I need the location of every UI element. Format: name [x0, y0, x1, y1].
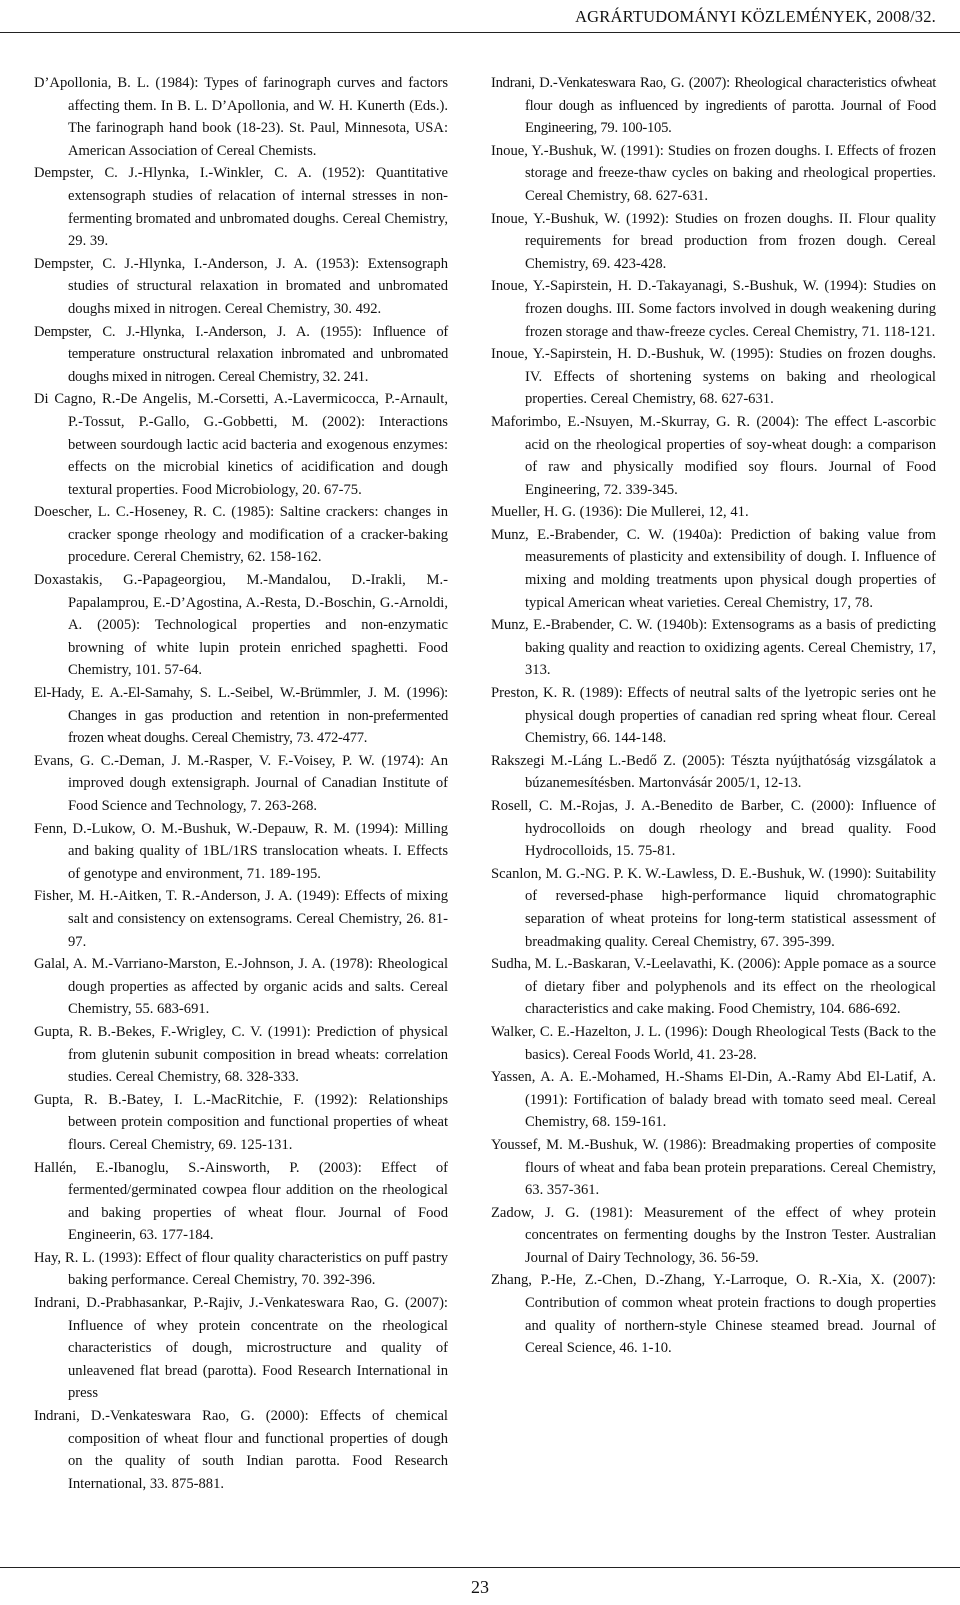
reference-entry: D’Apollonia, B. L. (1984): Types of farinograph curves and factors affecting them. In B. L. D’Apollonia, and W. H. Kunerth (Eds.). The farinograph hand book (18-23). St. Paul, Minnesota, USA: American Association of Cereal Chemists.: [34, 75, 448, 159]
reference-entry: Yassen, A. A. E.-Mohamed, H.-Shams El-Din, A.-Ramy Abd El-Latif, A. (1991): Fortification of balady bread with tomato seed meal. Cereal Chemistry, 68. 159-161.: [491, 1069, 936, 1131]
running-header: AGRÁRTUDOMÁNYI KÖZLEMÉNYEK, 2008/32.: [575, 7, 936, 26]
header-divider: [0, 32, 960, 33]
page-number: 23: [471, 1577, 489, 1597]
reference-entry: Gupta, R. B.-Batey, I. L.-MacRitchie, F. (1992): Relationships between protein composition and functional properties of wheat flours. Cereal Chemistry, 69. 125-131.: [34, 1091, 448, 1153]
reference-entry: Indrani, D.-Prabhasankar, P.-Rajiv, J.-Venkateswara Rao, G. (2007): Influence of whey protein concentrate on the rheological characteristics of dough, microstructure and quality of unleavened flat bread (parotta). Food Research International in press: [34, 1295, 448, 1402]
reference-entry: Munz, E.-Brabender, C. W. (1940a): Prediction of baking value from measurements of plasticity and extensibility of dough. I. Influence of mixing and molding treatments upon physical dough properties of typical American wheat varieties. Cereal Chemistry, 17, 78.: [491, 526, 936, 611]
reference-entry: Indrani, D.-Venkateswara Rao, G. (2007): Rheological characteristics ofwheat flour dough as influenced by ingredients of parotta. Journal of Food Engineering, 79. 100-105.: [491, 75, 936, 137]
reference-entry: Gupta, R. B.-Bekes, F.-Wrigley, C. V. (1991): Prediction of physical from glutenin subunit composition in bread wheats: correlation studies. Cereal Chemistry, 68. 328-333.: [34, 1023, 448, 1086]
reference-entry: Fenn, D.-Lukow, O. M.-Bushuk, W.-Depauw, R. M. (1994): Milling and baking quality of 1BL/1RS translocation wheats. I. Effects of genotype and environment, 71. 189-195.: [34, 820, 448, 882]
reference-entry: Maforimbo, E.-Nsuyen, M.-Skurray, G. R. (2004): The effect L-ascorbic acid on the rheological properties of soy-wheat dough: a comparison of raw and physically modified soy flours. Journal of Food Engineering, 72. 339-345.: [491, 413, 936, 498]
footer-divider: [0, 1567, 960, 1568]
reference-entry: Munz, E.-Brabender, C. W. (1940b): Extensograms as a basis of predicting baking quality and reaction to oxidizing agents. Cereal Chemistry, 17, 313.: [491, 617, 936, 679]
reference-entry: Di Cagno, R.-De Angelis, M.-Corsetti, A.-Lavermicocca, P.-Arnault, P.-Tossut, P.-Gallo, G.-Gobbetti, M. (2002): Interactions between sourdough lactic acid bacteria and exogenous enzymes: effects on the microbial kinetics of acidification and dough textural properties. Food Microbiology, 20. 67-75.: [34, 391, 448, 498]
reference-entry: Doescher, L. C.-Hoseney, R. C. (1985): Saltine crackers: changes in cracker sponge rheology and modification of a cracker-baking procedure. Cereral Chemistry, 62. 158-162.: [34, 504, 448, 566]
reference-entry: Galal, A. M.-Varriano-Marston, E.-Johnson, J. A. (1978): Rheological dough properties as affected by organic acids and salts. Cereal Chemistry, 55. 683-691.: [34, 956, 448, 1018]
reference-entry: Hay, R. L. (1993): Effect of flour quality characteristics on puff pastry baking performance. Cereal Chemistry, 70. 392-396.: [34, 1249, 448, 1289]
reference-entry: Fisher, M. H.-Aitken, T. R.-Anderson, J. A. (1949): Effects of mixing salt and consistency on extensograms. Cereal Chemistry, 26. 81-97.: [34, 888, 448, 950]
reference-entry: Walker, C. E.-Hazelton, J. L. (1996): Dough Rheological Tests (Back to the basics). Cereal Foods World, 41. 23-28.: [491, 1023, 936, 1063]
reference-entry: El-Hady, E. A.-El-Samahy, S. L.-Seibel, W.-Brümmler, J. M. (1996): Changes in gas production and retention in non-prefermented frozen wheat doughs. Cereal Chemistry, 73. 472-477.: [34, 685, 448, 747]
reference-entry: Evans, G. C.-Deman, J. M.-Rasper, V. F.-Voisey, P. W. (1974): An improved dough extensigraph. Journal of Canadian Institute of Food Science and Technology, 7. 263-268.: [34, 752, 448, 814]
reference-entry: Dempster, C. J.-Hlynka, I.-Anderson, J. A. (1955): Influence of temperature onstructural relaxation inbromated and unbromated doughs mixed in nitrogen. Cereal Chemistry, 32. 241.: [34, 323, 448, 385]
reference-entry: Zadow, J. G. (1981): Measurement of the effect of whey protein concentrates on fermenting doughs by the Instron Tester. Australian Journal of Dairy Technology, 36. 56-59.: [491, 1204, 936, 1266]
reference-entry: Dempster, C. J.-Hlynka, I.-Winkler, C. A. (1952): Quantitative extensograph studies of relacation of internal stresses in non-fermenting bromated and unbromated doughs. Cereal Chemistry, 29. 39.: [34, 165, 448, 250]
reference-entry: Inoue, Y.-Bushuk, W. (1992): Studies on frozen doughs. II. Flour quality requirements for bread production from frozen dough. Cereal Chemistry, 69. 423-428.: [491, 210, 936, 272]
reference-entry: Inoue, Y.-Sapirstein, H. D.-Takayanagi, S.-Bushuk, W. (1994): Studies on frozen doughs. III. Some factors involved in dough weakening during frozen storage and thaw-freeze cycles. Cereal Chemistry, 71. 118-121.: [491, 278, 936, 340]
reference-entry: Dempster, C. J.-Hlynka, I.-Anderson, J. A. (1953): Extensograph studies of structural relaxation in bromated and unbromated doughs mixed in nitrogen. Cereal Chemistry, 30. 492.: [34, 255, 448, 317]
reference-entry: Youssef, M. M.-Bushuk, W. (1986): Breadmaking properties of composite flours of wheat and faba bean protein preparations. Cereal Chemistry, 63. 357-361.: [491, 1136, 936, 1199]
reference-entry: Preston, K. R. (1989): Effects of neutral salts of the lyetropic series ont he physical dough properties of canadian red spring wheat flour. Cereal Chemistry, 66. 144-148.: [491, 685, 936, 747]
references-left-column: [34, 72, 448, 1495]
reference-entry: Doxastakis, G.-Papageorgiou, M.-Mandalou, D.-Irakli, M.-Papalamprou, E.-D’Agostina, A.-Resta, D.-Boschin, G.-Arnoldi, A. (2005): Technological properties and non-enzymatic browning of white lupin protein enriched spaghetti. Food Chemistry, 101. 57-64.: [34, 572, 448, 679]
reference-entry: Inoue, Y.-Bushuk, W. (1991): Studies on frozen doughs. I. Effects of frozen storage and freeze-thaw cycles on baking and rheological properties. Cereal Chemistry, 68. 627-631.: [491, 142, 936, 204]
reference-entry: Mueller, H. G. (1936): Die Mullerei, 12, 41.: [491, 504, 749, 521]
reference-entry: Rosell, C. M.-Rojas, J. A.-Benedito de Barber, C. (2000): Influence of hydrocolloids on dough rheology and bread quality. Food Hydrocolloids, 15. 75-81.: [491, 798, 936, 860]
reference-entry: Sudha, M. L.-Baskaran, V.-Leelavathi, K. (2006): Apple pomace as a source of dietary fiber and polyphenols and its effect on the rheological characteristics and cake making. Food Chemistry, 104. 686-692.: [491, 956, 936, 1018]
reference-entry: Inoue, Y.-Sapirstein, H. D.-Bushuk, W. (1995): Studies on frozen doughs. IV. Effects of shortening systems on baking and rheological properties. Cereal Chemistry, 68. 627-631.: [491, 346, 936, 408]
reference-entry: Hallén, E.-Ibanoglu, S.-Ainsworth, P. (2003): Effect of fermented/germinated cowpea flour addition on the rheological and baking properties of wheat flour. Journal of Food Engineerin, 63. 177-184.: [34, 1159, 448, 1244]
reference-entry: Scanlon, M. G.-NG. P. K. W.-Lawless, D. E.-Bushuk, W. (1990): Suitability of reversed-phase high-performance liquid chromatographic separation of wheat proteins for long-term statistical assessment of breadmaking quality. Cereal Chemistry, 67. 395-399.: [491, 865, 936, 950]
reference-entry: Zhang, P.-He, Z.-Chen, D.-Zhang, Y.-Larroque, O. R.-Xia, X. (2007): Contribution of common wheat protein fractions to dough properties and quality of northern-style Chinese steamed bread. Journal of Cereal Science, 46. 1-10.: [491, 1272, 936, 1357]
reference-entry: Rakszegi M.-Láng L.-Bedő Z. (2005): Tészta nyújthatóság vizsgálatok a búzanemesítésben. Martonvásár 2005/1, 12-13.: [491, 752, 936, 792]
references-right-column: [491, 72, 936, 1360]
reference-entry: Indrani, D.-Venkateswara Rao, G. (2000): Effects of chemical composition of wheat flour and functional properties of dough on the quality of south Indian parotta. Food Research International, 33. 875-881.: [34, 1408, 448, 1492]
